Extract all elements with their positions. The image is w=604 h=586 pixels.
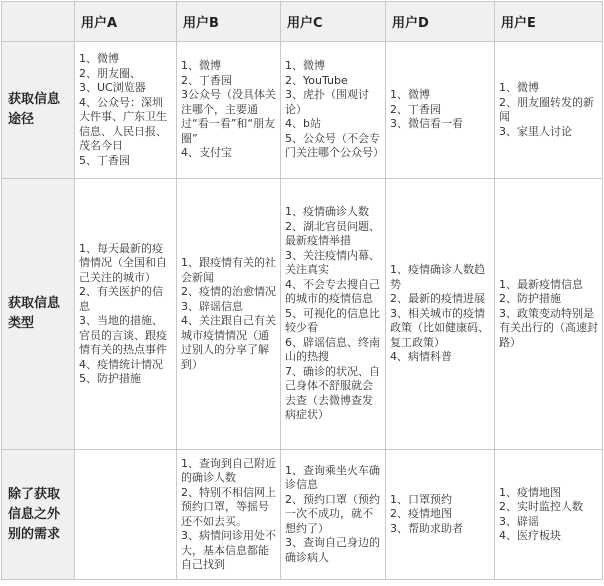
cell-user-b	[177, 42, 281, 179]
cell-line: 3、辟谣信息	[181, 299, 243, 313]
cell-line: 3、UC浏览器	[79, 81, 146, 94]
cell-line: 2、防护措施	[499, 292, 561, 306]
cell-line: 3、当地的措施、官员的言谈、跟疫情有关的热点事件	[79, 314, 167, 356]
cell-line: 1、微博	[390, 88, 430, 102]
row-label-line: 别的需求	[8, 526, 61, 542]
cell-line: 3、帮助求助者	[390, 521, 463, 535]
cell-user-c	[281, 42, 386, 179]
cell-line: 2、疫情地图	[390, 507, 452, 521]
cell-user-e	[495, 42, 603, 179]
cell-line: 1、口罩预约	[390, 492, 452, 506]
cell-line: 6、辟谣信息、终南山的热搜	[285, 335, 380, 364]
header-user-e: 用户E	[495, 2, 603, 42]
cell-line: 4、b站	[285, 117, 321, 131]
row-info-types	[2, 179, 603, 450]
row-label-line: 信息之外	[8, 506, 61, 522]
cell-line: 2、预约口罩（预约一次不成功，就不想约了）	[285, 492, 380, 535]
cell-user-e	[495, 450, 603, 580]
cell-line: 4、疫情统计情况	[79, 357, 163, 371]
cell-line: 2、朋友圈转发的新闻	[499, 95, 594, 123]
cell-line: 5、防护措施	[79, 372, 141, 385]
header-user-b: 用户B	[177, 2, 281, 42]
header-row	[2, 2, 603, 42]
cell-user-a	[75, 179, 177, 450]
cell-line: 1、跟疫情有关的社会新闻	[181, 256, 276, 284]
row-label-line: 类型	[8, 316, 35, 331]
cell-line: 5、可视化的信息比较少看	[285, 306, 380, 335]
cell-line: 4、医疗板块	[499, 529, 561, 542]
cell-line: 1、微博	[79, 52, 119, 65]
cell-line: 1、每天最新的疫情情况（全国和自己关注的城市）	[79, 241, 167, 284]
cell-line: 2、湖北官员问题、最新疫情举措	[285, 219, 380, 248]
row-label-line: 除了获取	[8, 486, 61, 502]
cell-line: 1、微博	[285, 59, 325, 73]
cell-line: 3、家里人讨论	[499, 124, 572, 138]
cell-line: 2、实时监控人数	[499, 500, 583, 513]
cell-line: 4、关注跟自己有关城市疫情情况（通过别人的分享了解到）	[181, 314, 276, 371]
cell-user-b	[177, 179, 281, 450]
header-corner-cell	[2, 2, 75, 42]
cell-line: 1、疫情确诊人数趋势	[390, 263, 485, 291]
cell-line: 1、疫情地图	[499, 485, 561, 499]
row-other-needs	[2, 450, 603, 580]
cell-line: 2、丁香园	[390, 102, 441, 116]
cell-line: 1、微博	[181, 59, 221, 73]
header-user-a: 用户A	[75, 2, 177, 42]
cell-line: 3、辟谣	[499, 514, 539, 528]
cell-line: 2、特别不相信网上预约口罩，等摇号还不如去买。	[181, 485, 276, 528]
cell-line: 4、病情科普	[390, 350, 452, 364]
cell-user-a	[75, 450, 177, 580]
cell-user-d	[386, 450, 495, 580]
cell-line: 2、疫情的治愈情况	[181, 285, 276, 298]
cell-line: 2、有关医护的信息	[79, 285, 163, 313]
cell-line: 3、病情问诊用处不大，基本信息都能自己找到	[181, 529, 276, 571]
cell-line: 3、相关城市的疫情政策（比如健康码、复工政策）	[390, 306, 489, 349]
cell-user-b	[177, 450, 281, 580]
cell-line: 5、公众号（不会专门关注哪个公众号）	[285, 131, 384, 160]
cell-line: 3公众号（没具体关注哪个，主要通过“看一看”和“朋友圈”	[181, 88, 276, 145]
row-info-channels	[2, 42, 603, 179]
cell-user-d	[386, 42, 495, 179]
row-label	[2, 179, 75, 450]
cell-user-c	[281, 179, 386, 450]
header-user-d: 用户D	[386, 2, 495, 42]
cell-line: 5、丁香园	[79, 153, 130, 167]
user-research-table	[1, 1, 603, 580]
cell-user-a	[75, 42, 177, 179]
cell-line: 4、不会专去搜自己的城市的疫情信息	[285, 277, 380, 306]
cell-line: 4、支付宝	[181, 146, 232, 160]
cell-line: 4、公众号：深圳大件事、广东卫生信息、人民日报、茂名今日	[79, 95, 167, 152]
cell-line: 1、疫情确诊人数	[285, 205, 369, 219]
cell-line: 3、虎扑（围观讨论）	[285, 88, 369, 116]
cell-line: 1、最新疫情信息	[499, 277, 583, 291]
row-label-line: 获取信息	[8, 296, 61, 311]
row-label-line: 途径	[8, 112, 35, 127]
row-label-line: 获取信息	[8, 92, 61, 107]
cell-user-c	[281, 450, 386, 580]
cell-line: 2、最新的疫情进展	[390, 292, 485, 306]
cell-line: 2、丁香园	[181, 73, 232, 87]
header-user-c: 用户C	[281, 2, 386, 42]
cell-line: 3、政策变动特别是有关出行的（高速封路）	[499, 306, 598, 349]
cell-line: 1、微博	[499, 81, 539, 94]
cell-line: 3、查询自己身边的确诊病人	[285, 536, 380, 564]
cell-line: 1、查询乘坐火车确诊信息	[285, 463, 380, 492]
cell-line: 1、查询到自己附近的确诊人数	[181, 456, 276, 484]
cell-line: 3、微信看一看	[390, 117, 463, 131]
cell-line: 2、朋友圈、	[79, 66, 141, 80]
cell-line: 2、YouTube	[285, 73, 348, 87]
row-label	[2, 42, 75, 179]
cell-line: 7、确诊的状况、自己身体不舒服就会去查（去微博查发病症状）	[285, 364, 380, 422]
row-label	[2, 450, 75, 580]
cell-user-d	[386, 179, 495, 450]
cell-user-e	[495, 179, 603, 450]
cell-line: 3、关注疫情内幕、关注真实	[285, 248, 380, 277]
